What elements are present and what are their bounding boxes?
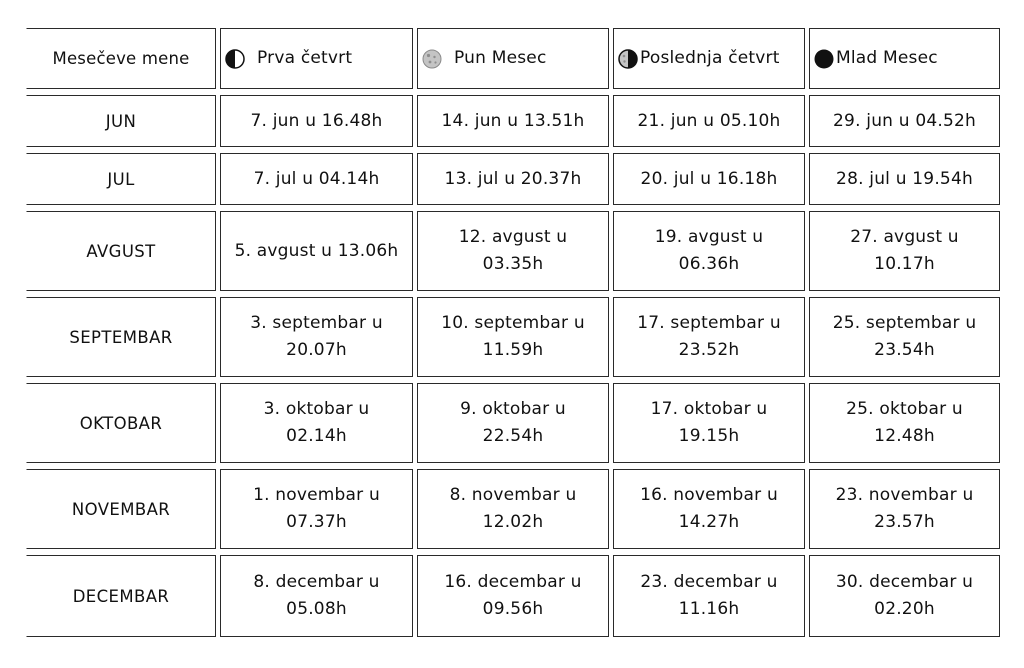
date-text: 1. novembar u 07.37h [253,485,380,532]
month-cell-decembar [26,555,216,637]
date-text: 16. novembar u 14.27h [640,485,778,532]
date-cell [809,469,1000,549]
date-cell [809,297,1000,377]
month-cell-jun [26,95,216,147]
date-cell [220,555,413,637]
date-cell [417,383,609,463]
date-cell [417,469,609,549]
month-cell-novembar [26,469,216,549]
phase-header-last-quarter [613,28,805,89]
date-cell [613,95,805,147]
date-cell [809,95,1000,147]
date-cell [220,469,413,549]
date-text: 28. jul u 19.54h [836,168,973,189]
month-label: NOVEMBAR [71,499,171,519]
date-text: 3. septembar u 20.07h [250,313,383,360]
date-text: 23. decembar u 11.16h [640,572,778,619]
date-text: 16. decembar u 09.56h [444,572,582,619]
date-text: 8. novembar u 12.02h [449,485,577,532]
date-text: 25. septembar u 23.54h [832,313,977,360]
date-cell [220,383,413,463]
date-cell [417,555,609,637]
date-cell [809,383,1000,463]
corner-header-cell [26,28,216,89]
month-label: DECEMBAR [72,586,170,606]
date-cell [613,555,805,637]
date-text: 30. decembar u 02.20h [835,572,974,619]
date-text: 5. avgust u 13.06h [234,240,399,261]
date-cell [417,211,609,291]
date-text: 7. jul u 04.14h [253,168,380,189]
date-cell [417,95,609,147]
corner-header-label: Mesečeve mene [52,49,190,68]
date-cell [220,95,413,147]
phase-header-label: Poslednja četvrt [640,48,780,68]
month-label: JUN [105,111,137,131]
date-text: 17. oktobar u 19.15h [650,399,768,446]
date-text: 25. oktobar u 12.48h [846,399,963,446]
month-label: SEPTEMBAR [69,327,173,347]
date-text: 8. decembar u 05.08h [253,572,380,619]
date-text: 7. jun u 16.48h [250,110,383,131]
date-cell [809,555,1000,637]
date-cell [613,469,805,549]
date-text: 21. jun u 05.10h [637,110,781,131]
month-cell-oktobar [26,383,216,463]
month-label: AVGUST [86,241,156,261]
month-cell-septembar [26,297,216,377]
month-cell-jul [26,153,216,205]
month-label: JUL [107,169,135,189]
date-cell [417,153,609,205]
date-text: 9. oktobar u 22.54h [460,399,566,446]
date-cell [809,211,1000,291]
last-quarter-moon-icon [618,49,638,69]
date-text: 27. avgust u 10.17h [850,227,959,274]
month-label: OKTOBAR [79,413,163,433]
date-text: 12. avgust u 03.35h [458,227,568,274]
date-cell [613,297,805,377]
date-text: 29. jun u 04.52h [833,110,976,131]
date-cell [220,297,413,377]
date-text: 10. septembar u 11.59h [441,313,585,360]
date-text: 14. jun u 13.51h [441,110,585,131]
full-moon-icon [422,49,442,69]
date-text: 23. novembar u 23.57h [835,485,974,532]
phase-header-label: Prva četvrt [257,48,353,68]
date-text: 3. oktobar u 02.14h [263,399,370,446]
first-quarter-moon-icon [225,49,245,69]
date-text: 17. septembar u 23.52h [637,313,781,360]
date-cell [220,211,413,291]
date-text: 20. jul u 16.18h [640,168,778,189]
phase-header-first-quarter [220,28,413,89]
date-cell [613,211,805,291]
date-cell [613,383,805,463]
month-cell-avgust [26,211,216,291]
phase-header-new-moon [809,28,1000,89]
new-moon-icon [814,49,834,69]
date-cell [417,297,609,377]
phase-header-full-moon [417,28,609,89]
moon-phases-table [26,28,1000,642]
phase-header-label: Pun Mesec [454,48,547,68]
date-cell [809,153,1000,205]
phase-header-label: Mlad Mesec [836,48,938,68]
date-text: 13. jul u 20.37h [444,168,582,189]
date-cell [613,153,805,205]
date-cell [220,153,413,205]
date-text: 19. avgust u 06.36h [654,227,764,274]
